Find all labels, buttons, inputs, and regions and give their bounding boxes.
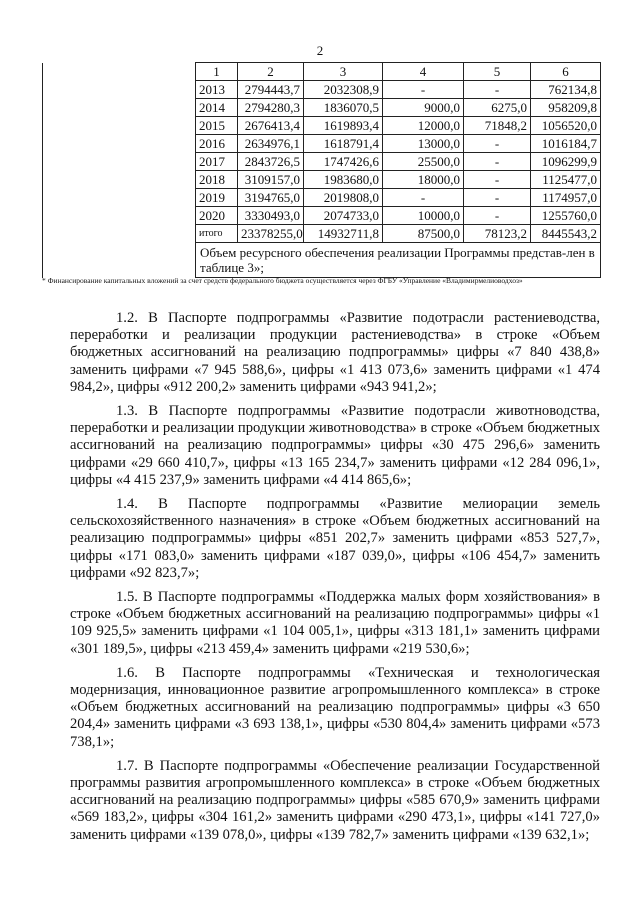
table-total-row (43, 225, 601, 243)
table-cell: 3194765,0 (238, 189, 304, 207)
paragraph: 1.2. В Паспорте подпрограммы «Развитие подотрасли растениеводства, переработки и реализации продукции растениеводства» в строке «Объем бюджетных ассигнований на реализацию подпрограммы» цифры «7 840 438,8» заменить цифрами «7 945 588,6», цифры «1 413 073,6» заменить цифрами «1 474 984,2», цифры «912 200,2» заменить цифрами «943 941,2»; (70, 310, 600, 395)
table-cell: 2074733,0 (304, 207, 383, 225)
table-cell: - (383, 189, 464, 207)
table-cell: 1983680,0 (304, 171, 383, 189)
table-row (43, 207, 601, 225)
table-year-cell: 2019 (196, 189, 238, 207)
table-cell: 1619893,4 (304, 117, 383, 135)
body-text (70, 310, 600, 851)
table-year-cell: 2016 (196, 135, 238, 153)
table-blank-cell (43, 225, 196, 243)
table-blank-cell (43, 63, 196, 81)
table-row (43, 171, 601, 189)
table-cell: 14932711,8 (304, 225, 383, 243)
table-cell: 2032308,9 (304, 81, 383, 99)
table-cell: 1618791,4 (304, 135, 383, 153)
table-cell: 6275,0 (464, 99, 531, 117)
table-cell: 2794280,3 (238, 99, 304, 117)
paragraph: 1.7. В Паспорте подпрограммы «Обеспечение реализации Государственной программы развития агропромышленного комплекса» в строке «Объем бюджетных ассигнований на реализацию подпрограммы» цифры «585 670,9» заменить цифрами «569 183,2», цифры «304 161,2» заменить цифрами «290 473,1», цифры «141 727,0» заменить цифрами «139 078,0», цифры «139 782,7» заменить цифрами «139 632,1»; (70, 757, 600, 843)
table-cell: 1255760,0 (531, 207, 601, 225)
table-year-cell: 2015 (196, 117, 238, 135)
table-cell: - (383, 81, 464, 99)
table-year-cell: 2020 (196, 207, 238, 225)
table-cell: 78123,2 (464, 225, 531, 243)
table-cell: 8445543,2 (531, 225, 601, 243)
table-header-cell: 3 (304, 63, 383, 81)
table-row (43, 99, 601, 117)
table-blank-cell (43, 99, 196, 117)
table-header-cell: 2 (238, 63, 304, 81)
table-header-cell: 4 (383, 63, 464, 81)
paragraph: 1.6. В Паспорте подпрограммы «Техническая и технологическая модернизация, инновационное развитие агропромышленного комплекса» в строке «Объем бюджетных ассигнований на реализацию подпрограммы» цифры «3 650 204,4» заменить цифрами «3 693 138,1», цифры «530 804,4» заменить цифрами «573 738,1»; (70, 664, 600, 750)
paragraph: 1.4. В Паспорте подпрограммы «Развитие мелиорации земель сельскохозяйственного назначения» в строке «Объем бюджетных ассигнований на реализацию подпрограммы» цифры «851 202,7» заменить цифрами «853 527,7», цифры «171 083,0» заменить цифрами «187 039,0», цифры «106 454,7» заменить цифрами «92 823,7»; (70, 496, 600, 581)
table-header-cell: 5 (464, 63, 531, 81)
table-row (43, 117, 601, 135)
table-year-cell: 2013 (196, 81, 238, 99)
table-cell: 3330493,0 (238, 207, 304, 225)
table-cell: 762134,8 (531, 81, 601, 99)
table-cell: - (464, 135, 531, 153)
table-cell: 1836070,5 (304, 99, 383, 117)
table-cell: - (464, 189, 531, 207)
table-row (43, 81, 601, 99)
table-cell: 1096299,9 (531, 153, 601, 171)
table-blank-cell (43, 81, 196, 99)
page-number: 2 (316, 43, 324, 58)
table-row (43, 135, 601, 153)
paragraph: 1.5. В Паспорте подпрограммы «Поддержка малых форм хозяйствования» в строке «Объем бюджетных ассигнований на реализацию подпрограммы» цифры «1 109 925,5» заменить цифрами «1 104 005,1», цифры «313 181,1» заменить цифрами «301 189,5», цифры «213 459,4» заменить цифрами «219 530,6»; (70, 589, 600, 657)
table-cell: 12000,0 (383, 117, 464, 135)
table-cell: 2019808,0 (304, 189, 383, 207)
table-cell: 25500,0 (383, 153, 464, 171)
table-cell: 10000,0 (383, 207, 464, 225)
table-blank-cell (43, 207, 196, 225)
table-cell: 1125477,0 (531, 171, 601, 189)
table-cell: 1174957,0 (531, 189, 601, 207)
table-cell: 23378255,0 (238, 225, 304, 243)
table-cell: 71848,2 (464, 117, 531, 135)
table-cell: 1016184,7 (531, 135, 601, 153)
table-header-row (43, 63, 601, 81)
table-cell: 2676413,4 (238, 117, 304, 135)
table-cell: 1747426,6 (304, 153, 383, 171)
footnote: * Финансирование капитальных вложений за счет средств федерального бюджета осуществляется через ФГБУ «Управление «Владимирмелиоводхоз» (42, 276, 523, 285)
funding-table (42, 62, 601, 278)
table-cell: - (464, 81, 531, 99)
table-blank-cell (43, 153, 196, 171)
table-cell: 13000,0 (383, 135, 464, 153)
table-blank-cell (43, 189, 196, 207)
table-cell: - (464, 171, 531, 189)
table-row (43, 189, 601, 207)
table-cell: 2794443,7 (238, 81, 304, 99)
table-cell: 1056520,0 (531, 117, 601, 135)
table-year-cell: 2017 (196, 153, 238, 171)
paragraph: 1.3. В Паспорте подпрограммы «Развитие подотрасли животноводства, переработки и реализации продукции животноводства» в строке «Объем бюджетных ассигнований на реализацию подпрограммы» цифры «30 475 296,6» заменить цифрами «29 660 410,7», цифры «13 165 234,7» заменить цифрами «12 284 096,1», цифры «4 415 237,9» заменить цифрами «4 414 865,6»; (70, 403, 600, 488)
table-cell: 18000,0 (383, 171, 464, 189)
table-cell: - (464, 207, 531, 225)
table-blank-cell (43, 243, 196, 278)
table-blank-cell (43, 171, 196, 189)
table-note: Объем ресурсного обеспечения реализации Программы представ-лен в таблице 3»; (196, 243, 601, 278)
table-cell: 87500,0 (383, 225, 464, 243)
table-cell: 2634976,1 (238, 135, 304, 153)
table-blank-cell (43, 117, 196, 135)
table-year-cell: 2018 (196, 171, 238, 189)
table-cell: - (464, 153, 531, 171)
table-cell: 2843726,5 (238, 153, 304, 171)
table-cell: 958209,8 (531, 99, 601, 117)
table-note-row (43, 243, 601, 278)
table-blank-cell (43, 135, 196, 153)
table-year-cell: 2014 (196, 99, 238, 117)
table-header-cell: 1 (196, 63, 238, 81)
table-row (43, 153, 601, 171)
table-year-cell: итого (196, 225, 238, 243)
table-header-cell: 6 (531, 63, 601, 81)
table-cell: 3109157,0 (238, 171, 304, 189)
table-cell: 9000,0 (383, 99, 464, 117)
